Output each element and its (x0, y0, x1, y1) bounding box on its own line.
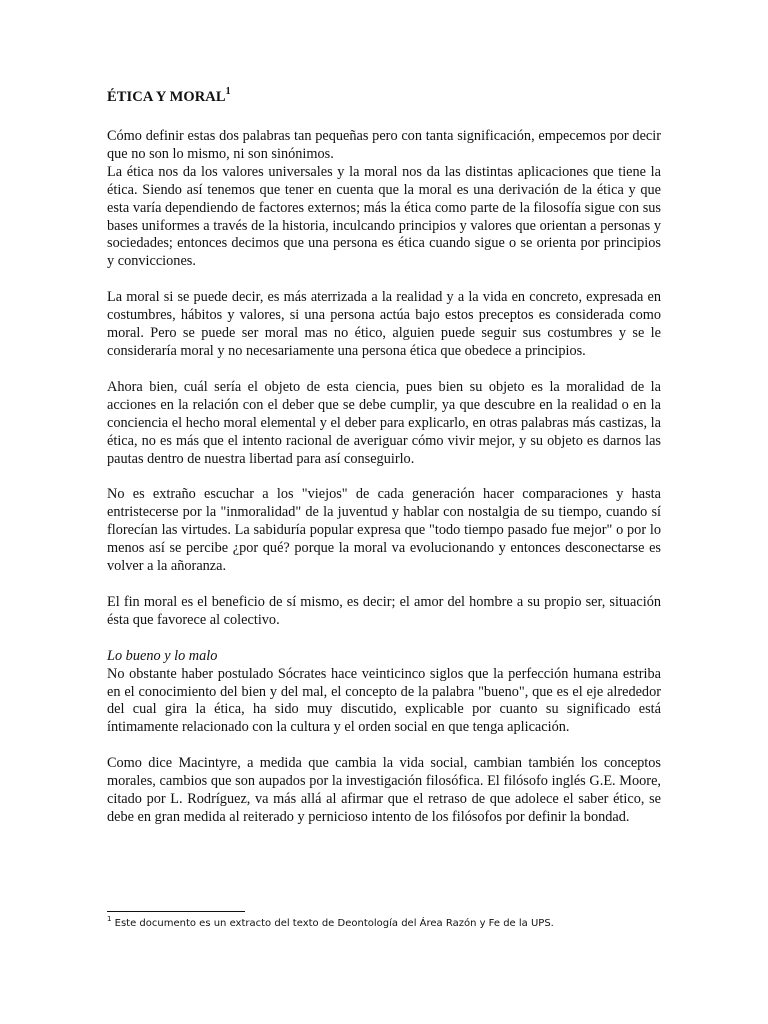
document-page (107, 88, 661, 845)
paragraph-section-1: No obstante haber postulado Sócrates hace veinticinco siglos que la perfección humana estriba en el conocimiento del bien y del mal, el concepto de la palabra "bueno", que es el eje alrededor del cual gira la ética, ha sido muy discutido, explicable por cuanto su significado está íntimamente relacionado con la cultura y el orden social en que tenga aplicación. (107, 665, 661, 736)
paragraph-body-1: La moral si se puede decir, es más aterrizada a la realidad y a la vida en concreto, expresada en costumbres, hábitos y valores, si una persona actúa bajo estos preceptos es considerada como moral. Pero se puede ser moral mas no ético, alguien puede seguir sus costumbres y se le consideraría moral y no necesariamente una persona ética que obedece a principios. (107, 289, 661, 359)
paragraph-intro-2: La ética nos da los valores universales y la moral nos da las distintas aplicaciones que tiene la ética. Siendo así tenemos que tener en cuenta que la moral es una derivación de la ética y que esta varía dependiendo de factores externos; más la ética como parte de la filosofía sigue con sus bases uniformes a través de la historia, inculcando principios y valores que orientan a personas y sociedades; entonces decimos que una persona es ética cuando sigue o se orienta por principios y convicciones. (107, 163, 661, 270)
footnote (107, 914, 667, 930)
paragraph-body-2: Ahora bien, cuál sería el objeto de esta ciencia, pues bien su objeto es la moralidad de la acciones en la relación con el deber que se debe cumplir, ya que descubre en la realidad o en la conciencia el hecho moral elemental y el deber para explicarlo, en otras palabras más castizas, la ética, no es más que el intento racional de averiguar cómo vivir mejor, y su objeto es darnos las pautas dentro de nuestra libertad para así conseguirlo. (107, 378, 661, 467)
paragraph-body-4: El fin moral es el beneficio de sí mismo, es decir; el amor del hombre a su propio ser, situación ésta que favorece al colectivo. (107, 593, 661, 628)
paragraph-body-3: No es extraño escuchar a los "viejos" de cada generación hacer comparaciones y hasta entristecerse por la "inmoralidad" de la juventud y hablar con nostalgia de su tiempo, cuando sí florecían las virtudes. La sabiduría popular expresa que "todo tiempo pasado fue mejor" o por lo menos así se percibe ¿por qué? porque la moral va evolucionando y entonces desconectarse es volver a la añoranza. (107, 486, 661, 575)
document-title (107, 88, 661, 106)
section-subheading: Lo bueno y lo malo (107, 647, 218, 664)
paragraph-intro-1: Cómo definir estas dos palabras tan pequeñas pero con tanta significación, empecemos por decir que no son lo mismo, ni son sinónimos. (107, 128, 661, 162)
title-text: ÉTICA Y MORAL (107, 89, 226, 105)
footnote-mark: 1 (107, 914, 112, 923)
footnote-text: Este documento es un extracto del texto de Deontología del Área Razón y Fe de la UPS. (111, 918, 554, 929)
title-footnote-mark[interactable]: 1 (225, 86, 231, 98)
footnote-separator (107, 911, 245, 912)
paragraph-section-2: Como dice Macintyre, a medida que cambia la vida social, cambian también los conceptos morales, cambios que son aupados por la investigación filosófica. El filósofo inglés G.E. Moore, citado por L. Rodríguez, va más allá al afirmar que el retraso de que adolece el saber ético, se debe en gran medida al reiterado y pernicioso intento de los filósofos por definir la bondad. (107, 755, 661, 825)
